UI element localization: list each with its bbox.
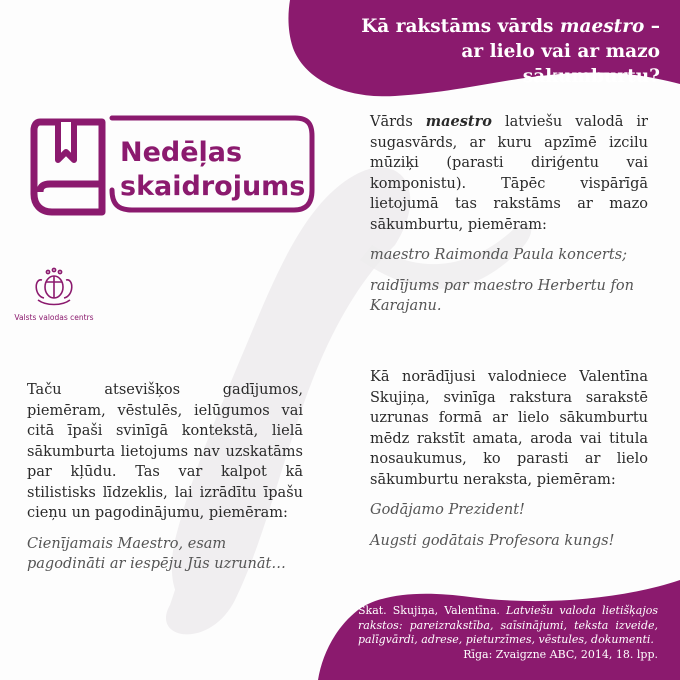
logo-title — [120, 136, 310, 204]
example-2: raidījums par maestro Herbertu fon Karajanu. — [370, 277, 634, 314]
formal-example-1: Godājamo Prezident! — [370, 502, 525, 518]
exception-example: Cienījamais Maestro, esam pagodināti ar iespēju Jūs uzrunāt… — [27, 535, 286, 572]
organization-name: Valsts valodas centrs — [14, 313, 94, 322]
book-icon — [34, 122, 102, 212]
explanation-paragraph: Vārds maestro latviešu valodā ir sugasvārds, ar kuru apzīmē izcilu mūziķi (parasti diriģentu vai komponistu). Tāpēc vispārīgā lietojumā tas rakstāms ar mazo sākumburtu, piemēram: — [370, 113, 648, 233]
logo-line-2: skaidrojums — [120, 171, 306, 202]
source-imprint: Rīga: Zvaigzne ABC, 2014, 18. lpp. — [463, 647, 658, 661]
explanation-block — [370, 112, 648, 317]
formal-example-2: Augsti godātais Profesora kungs! — [370, 532, 615, 549]
formal-usage-block — [370, 367, 648, 551]
formal-usage-paragraph: Kā norādījusi valodniece Valentīna Skujiņa, svinīga rakstura sarakstē uzrunas formā ar lielo sākumburtu mēdz rakstīt amata, aroda vai titula nosaukumus, ko parasti ar lielo sākumburtu neraksta, piemēram: — [370, 369, 648, 488]
page-title: Kā rakstāms vārds maestro – ar lielo vai ar mazo sākumburtu? — [361, 16, 660, 87]
exception-paragraph: Taču atsevišķos gadījumos, piemēram, vēstulēs, ielūgumos vai citā īpaši svinīgā kontekstā, lielā sākumburta lietojums nav uzskatāms par kļūdu. Tas var kalpot kā stilistisks līdzeklis, lai izrādītu īpašu cieņu un pagodinājumu, piemēram: — [27, 382, 303, 521]
coat-of-arms-icon — [36, 268, 72, 304]
example-1: maestro Raimonda Paula koncerts; — [370, 247, 628, 263]
logo-line-1: Nedēļas — [120, 137, 243, 168]
source-citation: Skat. Skujiņa, Valentīna. Latviešu valoda lietišķajos rakstos: pareizrakstība, saīsinājumi, teksta izveide, palīgvārdi, adrese, pieturzīmes, vēstules, dokumenti. Rīga: Zvaigzne ABC, 2014, 18. lpp. — [358, 604, 659, 661]
exception-block — [27, 380, 303, 575]
